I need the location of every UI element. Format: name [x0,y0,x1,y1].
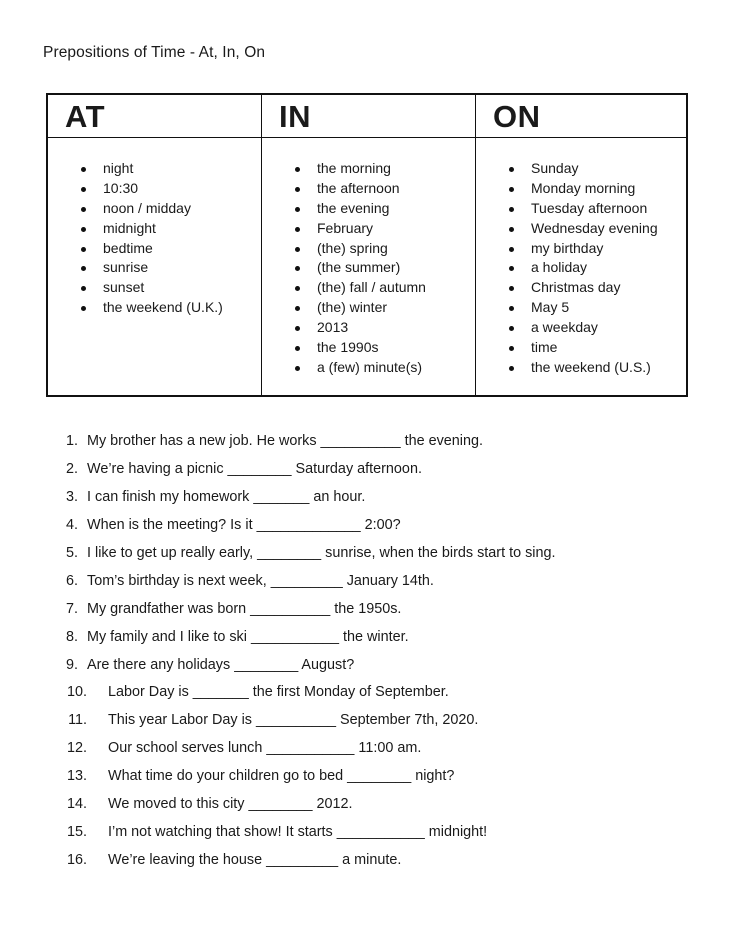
exercise-number: 7. [65,600,78,617]
exercise-item [0,571,736,599]
list-item: time [476,338,686,358]
column-heading: ON [476,95,686,138]
list-item: sunset [48,278,261,298]
item-list [476,159,686,378]
exercise-number: 15. [66,824,87,841]
list-item: 2013 [262,318,475,338]
list-item: the 1990s [262,338,475,358]
list-item: 10:30 [48,179,261,199]
column-in [262,95,476,395]
exercise-item [0,627,736,655]
exercise-item [0,766,736,794]
exercise-item [0,543,736,571]
exercise-item [0,682,736,710]
exercise-sentence: I’m not watching that show! It starts ___________ midnight! [108,824,488,841]
list-item: bedtime [48,239,261,259]
item-list [48,159,261,318]
exercise-number: 4. [65,516,78,533]
list-item: (the) spring [262,239,475,259]
list-item: Monday morning [476,179,686,199]
exercise-sentence: We’re leaving the house _________ a minute. [108,852,402,869]
exercise-number: 1. [65,433,78,449]
item-list [262,159,475,378]
exercise-number: 12. [66,740,87,757]
column-heading: IN [262,95,475,138]
list-item: Christmas day [476,278,686,298]
exercise-item [0,655,736,683]
list-item: sunrise [48,258,261,278]
exercise-sentence: What time do your children go to bed ________ night? [108,768,455,785]
exercise-sentence: We’re having a picnic ________ Saturday afternoon. [87,460,422,477]
list-item: night [48,159,261,179]
list-item: a holiday [476,258,686,278]
exercise-list [0,431,736,878]
list-item: (the) winter [262,298,475,318]
list-item: the morning [262,159,475,179]
exercise-sentence: Are there any holidays ________ August? [87,656,355,673]
exercise-sentence: When is the meeting? Is it _____________ 2:00? [87,516,401,533]
list-item: the afternoon [262,179,475,199]
column-on [476,95,686,395]
list-item: the weekend (U.K.) [48,298,261,318]
exercise-item [0,487,736,515]
list-item: Sunday [476,159,686,179]
exercise-item [0,822,736,850]
list-item: my birthday [476,239,686,259]
column-heading: AT [48,95,261,138]
exercise-item [0,599,736,627]
list-item: Tuesday afternoon [476,199,686,219]
list-item: February [262,219,475,239]
exercise-item [0,459,736,487]
exercise-number: 8. [65,628,78,645]
exercise-item [0,738,736,766]
exercise-sentence: I can finish my homework _______ an hour. [87,488,366,505]
list-item: noon / midday [48,199,261,219]
exercise-item [0,710,736,738]
page-title: Prepositions of Time - At, In, On [43,44,266,61]
list-item: (the summer) [262,258,475,278]
list-item: Wednesday evening [476,219,686,239]
exercise-number: 14. [66,796,87,813]
exercise-number: 9. [65,656,78,673]
exercise-sentence: This year Labor Day is __________ September 7th, 2020. [108,712,479,729]
list-item: midnight [48,219,261,239]
list-item: the evening [262,199,475,219]
exercise-number: 11. [68,712,87,729]
prepositions-table [46,93,688,397]
exercise-number: 3. [65,488,78,505]
exercise-number: 2. [65,460,78,477]
list-item: the weekend (U.S.) [476,358,686,378]
exercise-item [0,431,736,459]
column-at [48,95,262,395]
exercise-sentence: My brother has a new job. He works __________ the evening. [87,433,483,449]
exercise-item [0,850,736,878]
exercise-item [0,794,736,822]
exercise-sentence: My family and I like to ski ___________ the winter. [87,628,409,645]
exercise-sentence: Labor Day is _______ the first Monday of September. [108,684,449,701]
exercise-sentence: Our school serves lunch ___________ 11:00 am. [108,740,422,757]
exercise-number: 5. [65,544,78,561]
exercise-item [0,515,736,543]
list-item: (the) fall / autumn [262,278,475,298]
exercise-sentence: We moved to this city ________ 2012. [108,796,353,813]
list-item: May 5 [476,298,686,318]
exercise-number: 13. [66,768,87,785]
exercise-number: 16. [66,852,87,869]
exercise-sentence: Tom’s birthday is next week, _________ January 14th. [87,572,434,589]
list-item: a weekday [476,318,686,338]
exercise-sentence: My grandfather was born __________ the 1950s. [87,600,402,617]
exercise-sentence: I like to get up really early, ________ sunrise, when the birds start to sing. [87,544,556,561]
exercise-number: 6. [65,572,78,589]
exercise-number: 10. [66,684,87,701]
list-item: a (few) minute(s) [262,358,475,378]
